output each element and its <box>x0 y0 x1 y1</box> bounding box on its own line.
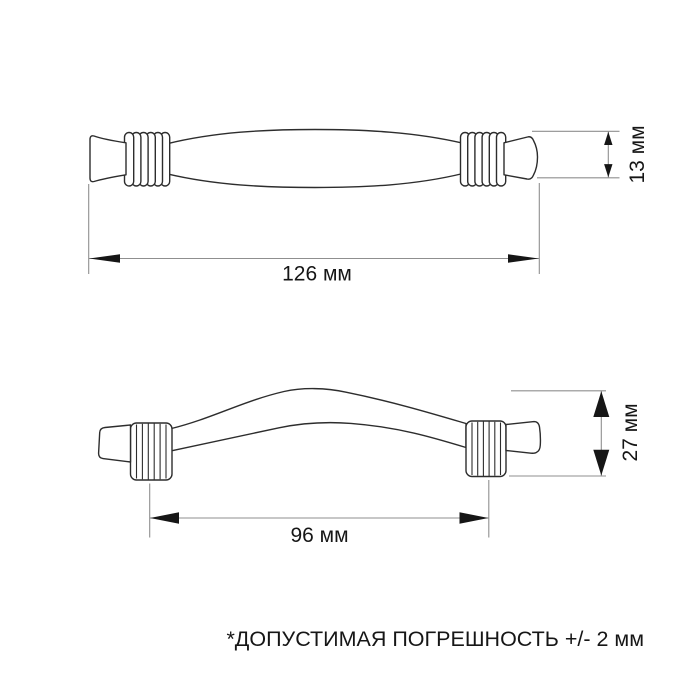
height-label: 27 мм <box>619 403 642 462</box>
left-end-cap-front <box>99 425 131 462</box>
length-label: 126 мм <box>282 262 352 286</box>
arrowhead-down <box>604 164 612 177</box>
right-end-cap-front <box>506 422 540 454</box>
arrowhead-right <box>460 512 489 523</box>
right-coil-rings <box>461 133 506 187</box>
height-dimension-13 <box>532 125 649 183</box>
tolerance-note: *ДОПУСТИМАЯ ПОГРЕШНОСТЬ +/- 2 мм <box>226 627 644 651</box>
arrowhead-left <box>89 254 120 263</box>
length-dimension-126 <box>89 183 540 286</box>
arrowhead-down <box>593 450 609 476</box>
arrowhead-up <box>593 391 609 417</box>
spacing-dimension-96 <box>150 480 489 547</box>
handle-front-view <box>99 389 541 480</box>
handle-body-outline <box>167 130 463 188</box>
right-ferrule <box>466 421 506 477</box>
left-end-cap <box>90 136 126 182</box>
arrowhead-left <box>150 512 179 523</box>
height-label: 13 мм <box>626 125 649 184</box>
handle-arch-outline <box>172 389 467 451</box>
arrowhead-right <box>508 254 539 263</box>
handle-side-view <box>90 130 538 188</box>
left-coil-rings <box>125 133 170 187</box>
spacing-label: 96 мм <box>290 524 349 547</box>
right-end-cap <box>504 137 538 179</box>
left-ferrule <box>131 423 173 480</box>
arrowhead-up <box>604 132 612 145</box>
